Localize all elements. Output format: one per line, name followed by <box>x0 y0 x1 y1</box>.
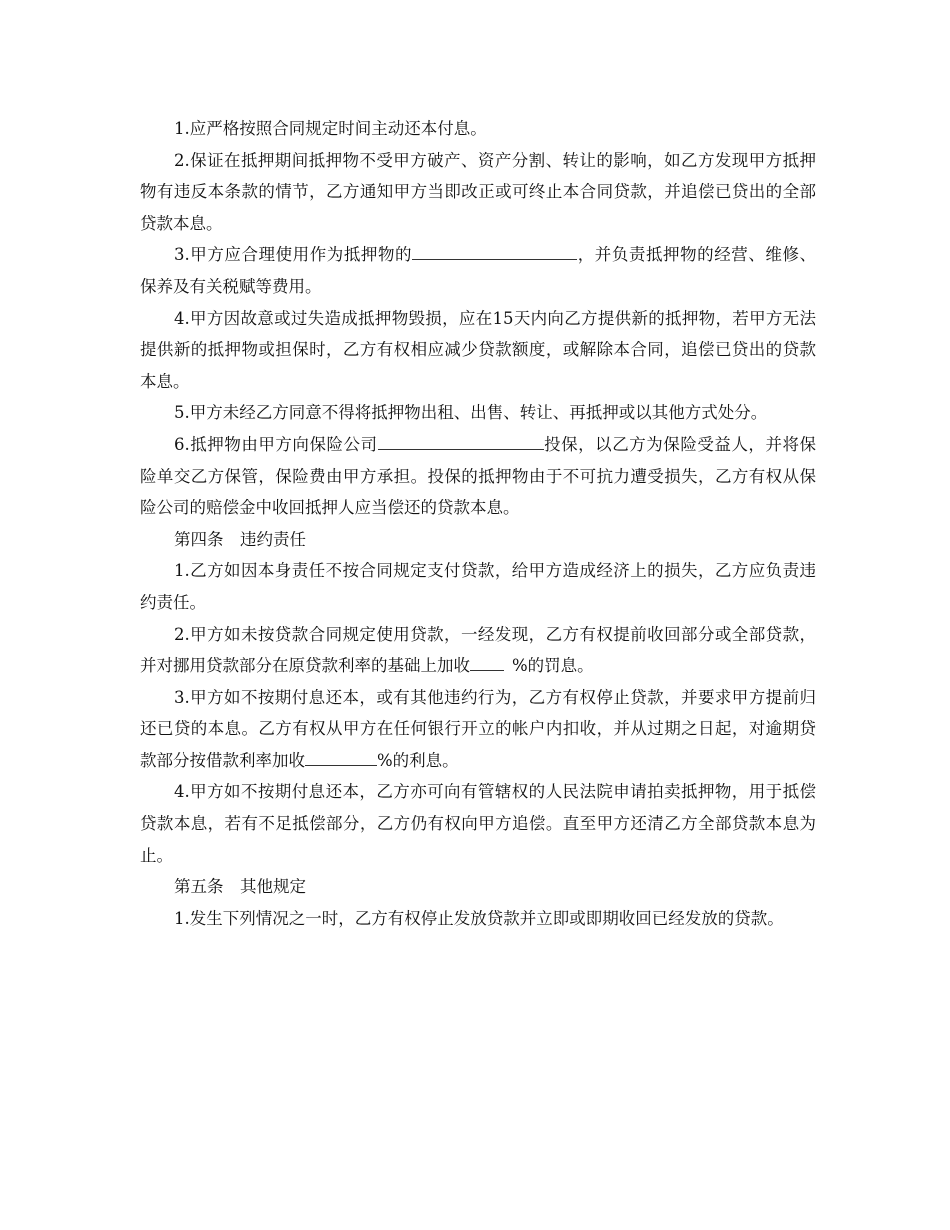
paragraph-text: 3.甲方如不按期付息还本，或有其他违约行为，乙方有权停止贷款，并要求甲方提前归还已贷的本息。乙方有权从甲方在任何银行开立的帐户内扣收，并从过期之日起，对逾期贷款部分按借款利率加收 <box>140 687 816 770</box>
document-page <box>140 113 816 934</box>
paragraph-text: %的罚息。 <box>512 656 594 676</box>
section-heading: 第五条 其他规定 <box>174 877 306 897</box>
paragraph-text: 投保，以乙方为保险受益人，并将保险单交乙方保管，保险费由甲方承担。投保的抵押物由于不可抗力遭受损失，乙方有权从保险公司的赔偿金中收回抵押人应当偿还的贷款本息。 <box>140 434 817 518</box>
paragraph-text: 2.甲方如未按贷款合同规定使用贷款，一经发现，乙方有权提前收回部分或全部贷款，并对挪用贷款部分在原贷款利率的基础上加收 <box>140 624 816 676</box>
paragraph-text: %的利息。 <box>377 750 459 770</box>
fill-in-blank <box>378 432 544 450</box>
paragraph: 5.甲方未经乙方同意不得将抵押物出租、出售、转让、再抵押或以其他方式处分。 <box>174 403 768 423</box>
paragraph-text: 3.甲方应合理使用作为抵押物的 <box>174 245 413 265</box>
paragraph <box>140 429 816 524</box>
paragraph-text: ，并负责抵押物的经营、维修、保养及有关税赋等费用。 <box>140 245 816 296</box>
paragraph-text: 6.抵押物由甲方向保险公司 <box>174 434 378 454</box>
paragraph: 4.甲方如不按期付息还本，乙方亦可向有管辖权的人民法院申请拍卖抵押物，用于抵偿贷款本息，若有不足抵偿部分，乙方仍有权向甲方追偿。直至甲方还清乙方全部贷款本息为止。 <box>140 782 816 865</box>
fill-in-blank <box>412 242 577 260</box>
fill-in-blank <box>305 748 377 766</box>
fill-in-blank <box>470 653 504 671</box>
paragraph <box>140 682 816 777</box>
paragraph <box>140 239 816 302</box>
paragraph: 1.发生下列情况之一时，乙方有权停止发放贷款并立即或即期收回已经发放的贷款。 <box>174 908 784 928</box>
paragraph: 4.甲方因故意或过失造成抵押物毁损，应在15天内向乙方提供新的抵押物，若甲方无法提供新的抵押物或担保时，乙方有权相应减少贷款额度，或解除本合同，追偿已贷出的贷款本息。 <box>140 308 816 391</box>
paragraph <box>140 619 816 682</box>
paragraph: 2.保证在抵押期间抵押物不受甲方破产、资产分割、转让的影响，如乙方发现甲方抵押物有违反本条款的情节，乙方通知甲方当即改正或可终止本合同贷款，并追偿已贷出的全部贷款本息。 <box>140 150 816 233</box>
section-heading: 第四条 违约责任 <box>174 529 306 549</box>
paragraph: 1.乙方如因本身责任不按合同规定支付贷款，给甲方造成经济上的损失，乙方应负责违约责任。 <box>140 561 816 612</box>
paragraph: 1.应严格按照合同规定时间主动还本付息。 <box>174 119 487 138</box>
